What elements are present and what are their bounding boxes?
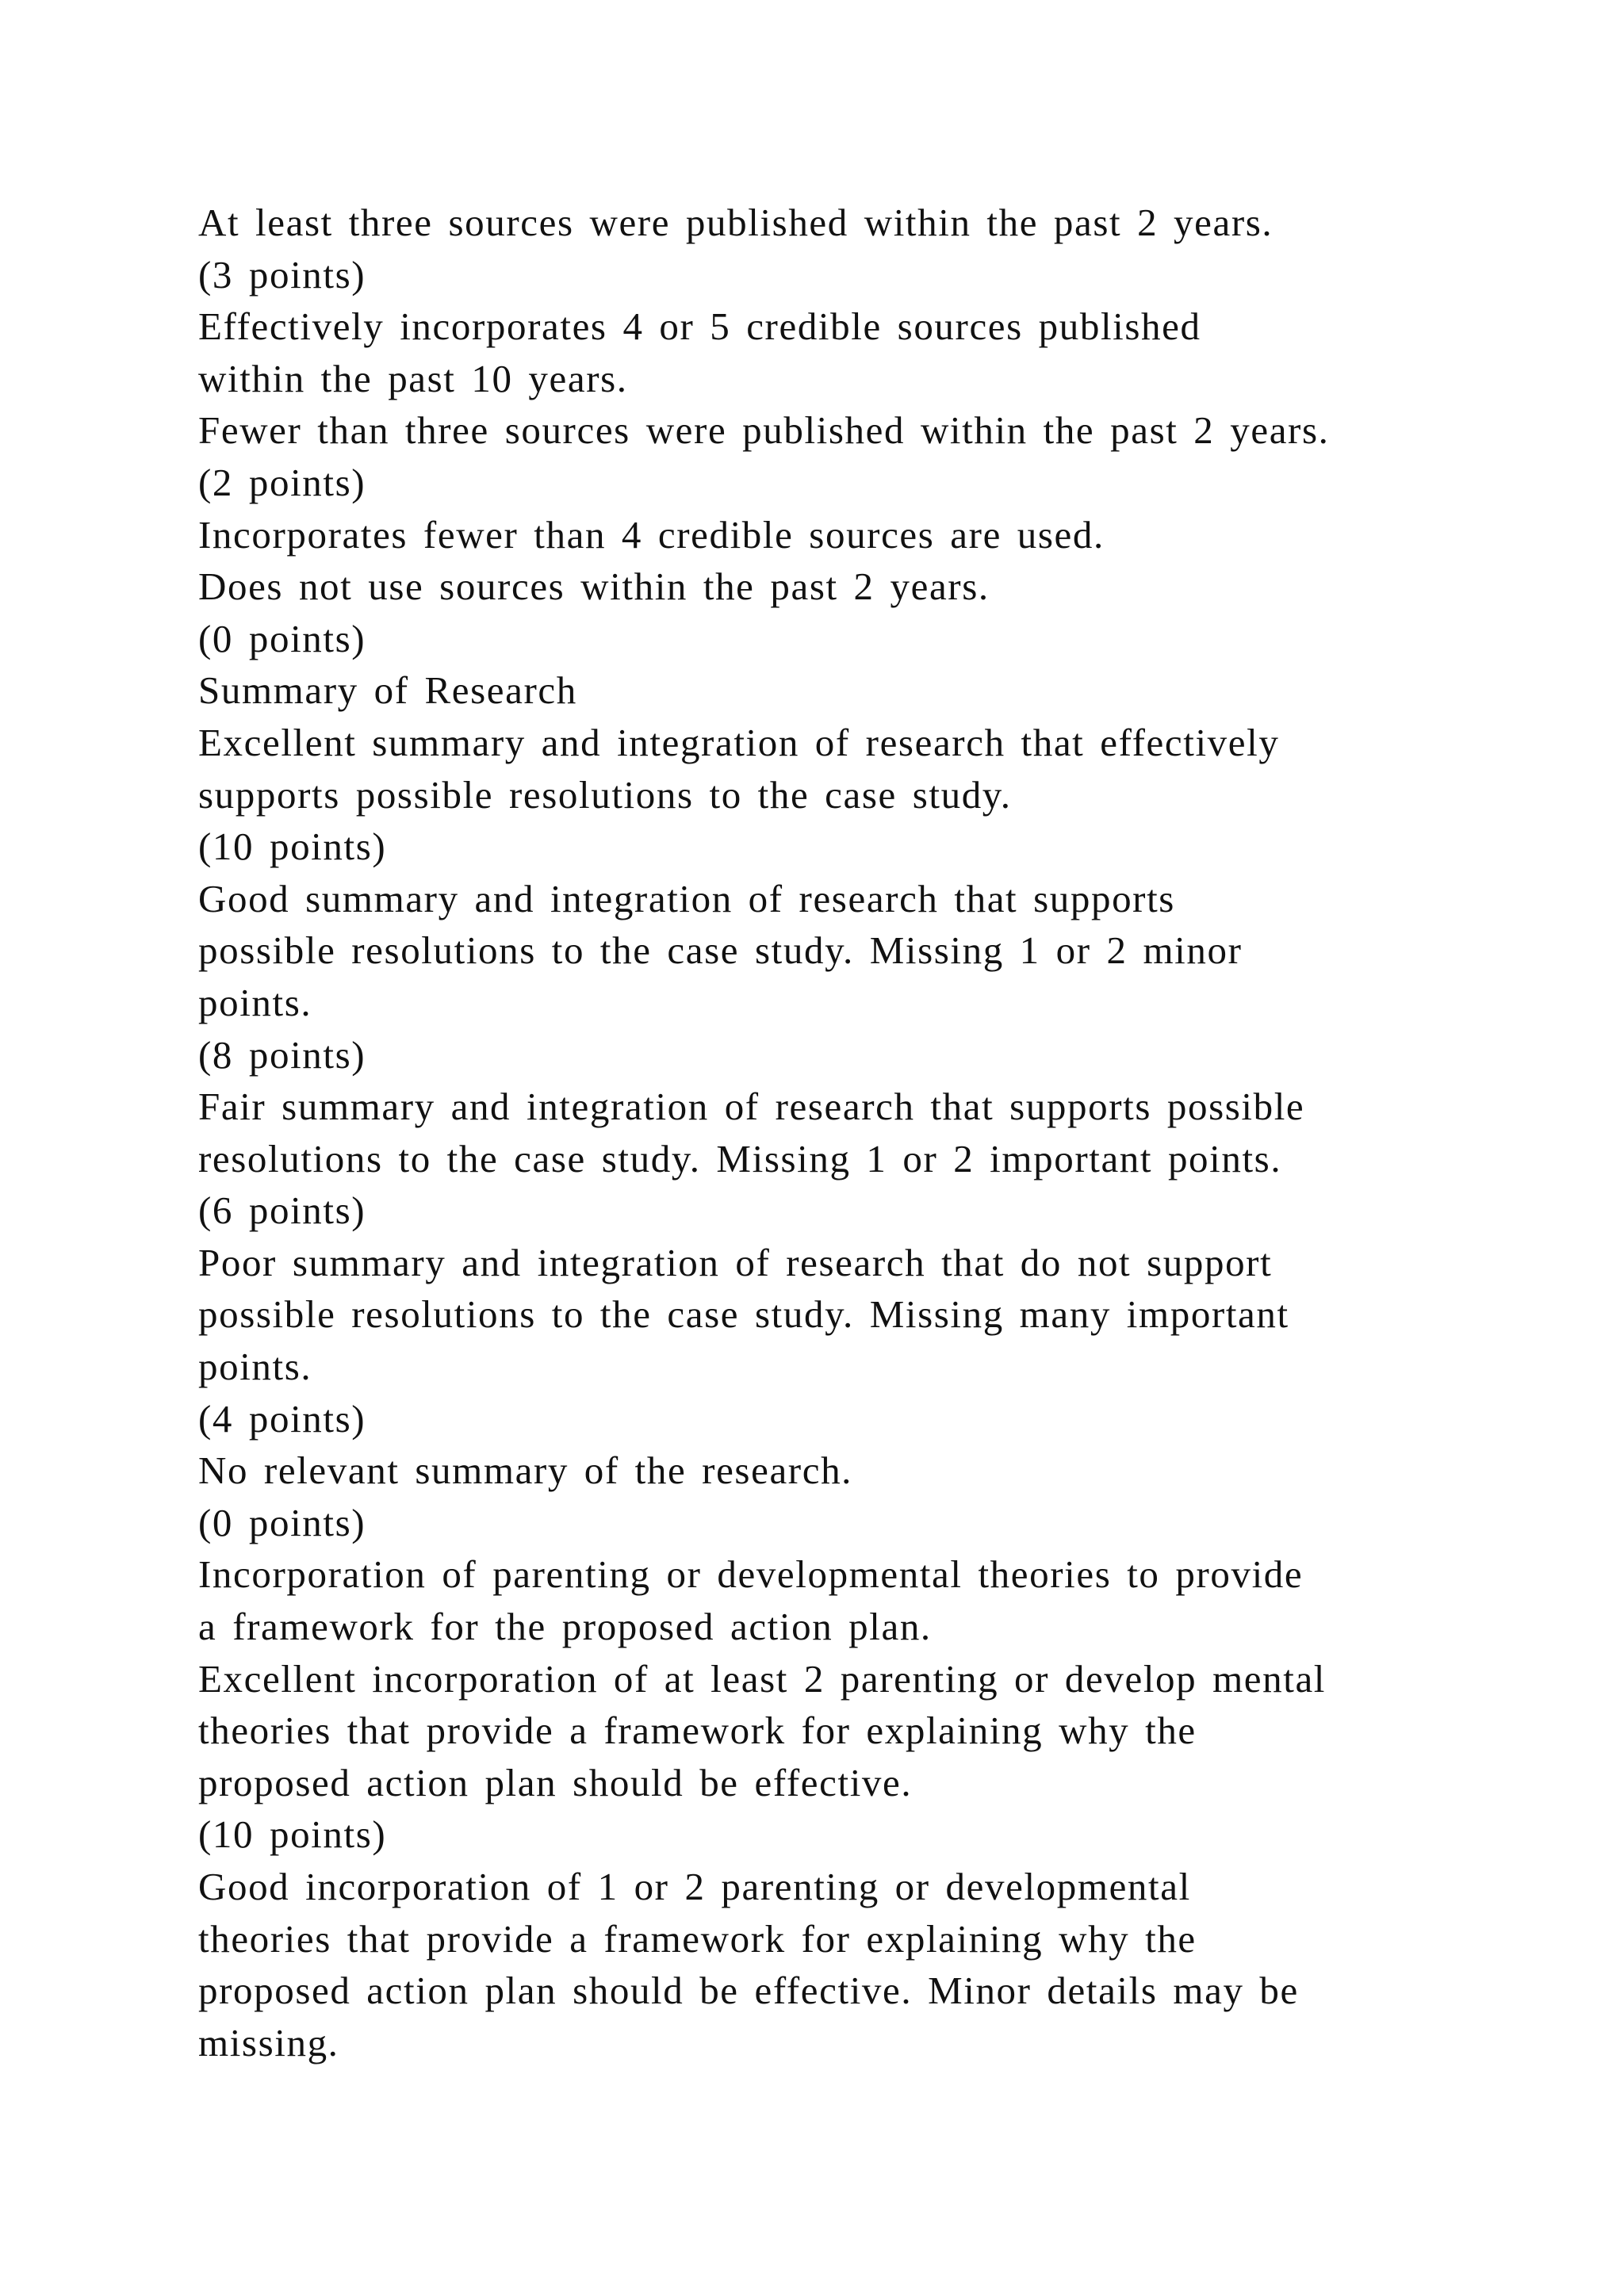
text-line: No relevant summary of the research.	[198, 1448, 853, 1493]
text-line: (2 points)	[198, 460, 366, 504]
text-line: (4 points)	[198, 1396, 366, 1441]
text-line: Incorporates fewer than 4 credible sources are used.	[198, 512, 1105, 557]
text-line: proposed action plan should be effective.	[198, 1760, 913, 1804]
text-line: Effectively incorporates 4 or 5 credible sources published	[198, 304, 1201, 349]
text-line: missing.	[198, 2020, 339, 2064]
text-line: possible resolutions to the case study. Missing 1 or 2 minor	[198, 928, 1243, 973]
text-line: within the past 10 years.	[198, 356, 628, 400]
text-line: possible resolutions to the case study. Missing many important	[198, 1292, 1289, 1337]
text-line: At least three sources were published within the past 2 years.	[198, 201, 1274, 244]
text-line: (10 points)	[198, 825, 387, 869]
text-line: Fewer than three sources were published within the past 2 years.	[198, 408, 1330, 453]
text-line: (0 points)	[198, 616, 366, 660]
text-line: theories that provide a framework for explaining why the	[198, 1916, 1197, 1961]
text-line: Incorporation of parenting or developmental theories to provide	[198, 1552, 1304, 1597]
text-line: (10 points)	[198, 1812, 387, 1857]
text-line: Excellent incorporation of at least 2 parenting or develop mental	[198, 1656, 1327, 1701]
text-line: a framework for the proposed action plan.	[198, 1605, 932, 1649]
section-heading: Summary of Research	[198, 668, 577, 713]
document-body	[198, 197, 1530, 2068]
text-line: Does not use sources within the past 2 years.	[198, 564, 990, 609]
text-line: Good incorporation of 1 or 2 parenting or developmental	[198, 1865, 1191, 1908]
text-line: Fair summary and integration of research that supports possible	[198, 1085, 1305, 1129]
text-line: theories that provide a framework for explaining why the	[198, 1709, 1197, 1753]
text-line: Good summary and integration of research that supports	[198, 876, 1175, 920]
text-line: supports possible resolutions to the case study.	[198, 772, 1012, 817]
text-line: proposed action plan should be effective. Minor details may be	[198, 1969, 1299, 2013]
text-line: resolutions to the case study. Missing 1 or 2 important points.	[198, 1136, 1282, 1181]
text-line: Excellent summary and integration of research that effectively	[198, 720, 1280, 764]
text-line: (6 points)	[198, 1188, 366, 1233]
text-line: (0 points)	[198, 1500, 366, 1544]
text-line: Poor summary and integration of research that do not support	[198, 1240, 1273, 1284]
text-line: points.	[198, 1345, 312, 1389]
text-line: (3 points)	[198, 252, 366, 297]
text-line: points.	[198, 980, 312, 1024]
text-line: (8 points)	[198, 1032, 366, 1077]
